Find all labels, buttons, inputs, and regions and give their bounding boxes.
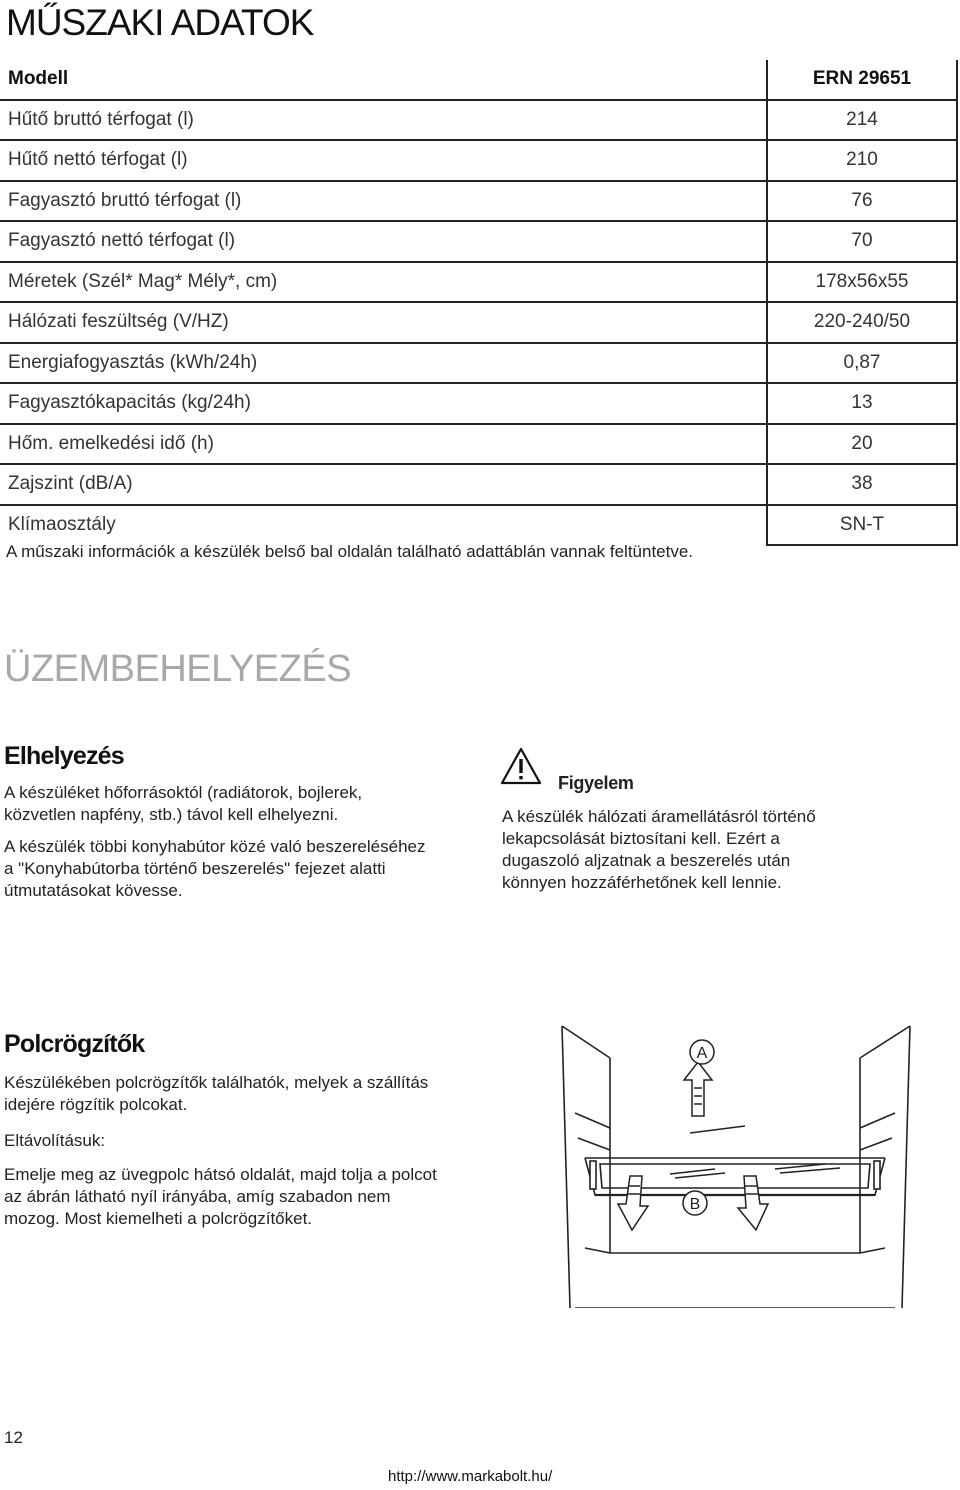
spec-row: [0, 140, 957, 181]
spec-header-row: [0, 60, 957, 100]
spec-label: Hűtő bruttó térfogat (l): [8, 108, 194, 130]
spec-value: 210: [767, 140, 957, 181]
spec-table: [0, 60, 958, 546]
spec-row: [0, 262, 957, 303]
placement-paragraph-1: A készüléket hőforrásoktól (radiátorok, bojlerek, közvetlen napfény, stb.) távol kell elhelyezni.: [4, 783, 363, 824]
spec-row: [0, 181, 957, 222]
shelf-paragraph-1: Készülékében polcrögzítők találhatók, melyek a szállítás idejére rögzítik polcokat.: [4, 1073, 429, 1114]
spec-row: [0, 302, 957, 343]
spec-label: Hűtő nettó térfogat (l): [8, 149, 188, 171]
spec-header-value: ERN 29651: [767, 60, 957, 100]
shelf-paragraph-2: Eltávolításuk:: [4, 1131, 106, 1150]
spec-label: Zajszint (dB/A): [8, 473, 133, 495]
shelf-paragraph-3: Emelje meg az üvegpolc hátsó oldalát, majd tolja a polcot az ábrán látható nyíl irányába, amíg szabadon nem mozog. Most kiemelheti a polcrögzítőket.: [4, 1165, 437, 1228]
spec-row: [0, 505, 957, 546]
spec-row: [0, 464, 957, 505]
page-title: MŰSZAKI ADATOK: [6, 2, 314, 43]
spec-label: Méretek (Szél* Mag* Mély*, cm): [8, 270, 278, 292]
spec-label: Klímaosztály: [8, 514, 116, 536]
spec-label: Fagyasztó bruttó térfogat (l): [8, 189, 242, 211]
spec-value: 38: [767, 464, 957, 505]
footer-url[interactable]: http://www.markabolt.hu/: [388, 1468, 553, 1485]
spec-row: [0, 100, 957, 141]
arrow-down-left-icon: [618, 1176, 648, 1230]
spec-value: SN-T: [767, 505, 957, 546]
spec-label: Fagyasztókapacitás (kg/24h): [8, 392, 251, 414]
spec-label: Energiafogyasztás (kWh/24h): [8, 351, 258, 373]
spec-row: [0, 343, 957, 384]
spec-value: 214: [767, 100, 957, 141]
label-a: A: [696, 1045, 708, 1062]
spec-value: 178x56x55: [767, 262, 957, 303]
spec-label: Hálózati feszültség (V/HZ): [8, 311, 229, 333]
arrow-down-right-icon: [738, 1176, 768, 1230]
spec-label: Fagyasztó nettó térfogat (l): [8, 230, 236, 252]
spec-row: [0, 221, 957, 262]
spec-label: Hőm. emelkedési idő (h): [8, 432, 214, 454]
page-number: 12: [4, 1428, 23, 1447]
spec-row: [0, 424, 957, 465]
shelf-fastener-figure: [540, 1018, 930, 1308]
spec-header-label: Modell: [8, 68, 69, 90]
spec-value: 70: [767, 221, 957, 262]
spec-note: A műszaki információk a készülék belső bal oldalán található adattáblán vannak feltüntetve.: [6, 542, 694, 561]
spec-row: [0, 383, 957, 424]
spec-value: 220-240/50: [767, 302, 957, 343]
arrow-up-icon: [684, 1062, 712, 1116]
heading-shelf-fasteners: Polcrögzítők: [4, 1030, 145, 1058]
warning-text: A készülék hálózati áramellátásról történő lekapcsolását biztosítani kell. Ezért a dugaszoló aljzatnak a beszerelés után könnyen hozzáférhetőnek kell lennie.: [502, 807, 816, 892]
spec-value: 76: [767, 181, 957, 222]
heading-warning: Figyelem: [558, 773, 634, 793]
spec-value: 13: [767, 383, 957, 424]
label-b: B: [689, 1196, 701, 1213]
spec-value: 0,87: [767, 343, 957, 384]
warning-icon: [500, 747, 542, 785]
spec-value: 20: [767, 424, 957, 465]
placement-paragraph-2: A készülék többi konyhabútor közé való beszereléséhez a "Konyhabútorba történő beszerelés" fejezet alatti útmutatásokat kövesse.: [4, 837, 426, 900]
section-title-installation: ÜZEMBEHELYEZÉS: [4, 648, 352, 690]
heading-placement: Elhelyezés: [4, 742, 124, 770]
